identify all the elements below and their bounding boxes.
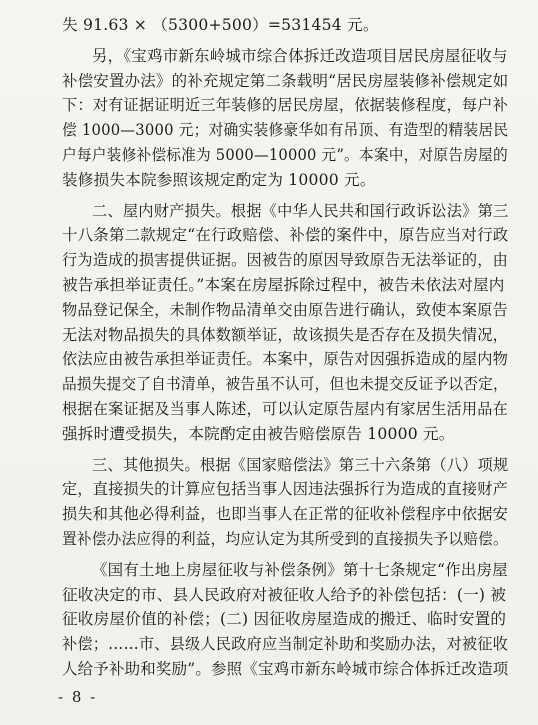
text-line: 定，直接损失的计算应包括当事人因违法强拆行为造成的直接财产: [62, 480, 509, 499]
text-line: 损失和其他必得利益，也即当事人在正常的征收补偿程序中依据安: [62, 505, 509, 524]
text-line: 失 91.63 × （5300+500）=531454 元。: [62, 16, 379, 34]
text-line: 置补偿办法应得的利益，均应认定为其所受到的直接损失予以赔偿。: [62, 530, 508, 548]
text-line: 户每户装修补偿标准为 5000—10000 元”。本案中，对原告房屋的: [62, 146, 508, 164]
text-line: 品损失提交了自书清单，被告虽不认可，但也未提交反证予以否定，: [62, 375, 508, 394]
text-line: 下：对有证据证明近三年装修的居民房屋，依据装修程度，每户补: [62, 96, 509, 115]
text-line: 强拆时遭受损失，本院酌定由被告赔偿原告 10000 元。: [62, 424, 455, 443]
text-line: 《国有土地上房屋征收与补偿条例》第十七条规定“作出房屋: [92, 560, 508, 579]
text-line: 征收房屋价值的补偿；(二) 因征收房屋造成的搬迁、临时安置的: [62, 610, 507, 629]
text-line: 另，《宝鸡市新东岭城市综合体拆迁改造项目居民房屋征收与: [92, 46, 508, 65]
text-line: 征收决定的市、县人民政府对被征收人给予的补偿包括：(一) 被: [62, 585, 507, 604]
text-line: 物品登记保全，未制作物品清单交由原告进行确认，致使本案原告: [62, 300, 509, 319]
page-number: - 8 -: [58, 688, 98, 706]
text-line: 补偿；……市、县级人民政府应当制定补助和奖励办法，对被征收: [62, 635, 509, 654]
text-line: 无法对物品损失的具体数额举证，故该损失是否存在及损失情况，: [62, 325, 509, 344]
text-line: 三、其他损失。根据《国家赔偿法》第三十六条第（八）项规: [92, 455, 509, 474]
text-line: 装修损失本院参照该规定酌定为 10000 元。: [62, 170, 376, 189]
text-line: 被告承担举证责任。”本案在房屋拆除过程中，被告未依法对屋内: [62, 276, 505, 294]
text-line: 偿 1000—3000 元；对确实装修豪华如有吊顶、有造型的精装居民: [62, 121, 509, 140]
text-line: 根据在案证据及当事人陈述，可以认定原告屋内有家居生活用品在: [62, 400, 509, 418]
text-line: 依法应由被告承担举证责任。本案中，原告对因强拆造成的屋内物: [62, 350, 509, 369]
text-line: 十八条第二款规定“在行政赔偿、补偿的案件中，原告应当对行政: [62, 226, 509, 245]
text-line: 行为造成的损害提供证据。因被告的原因导致原告无法举证的，由: [62, 251, 509, 270]
text-line: 人给予补助和奖励”。参照《宝鸡市新东岭城市综合体拆迁改造项: [62, 660, 509, 678]
text-line: 二、屋内财产损失。根据《中华人民共和国行政诉讼法》第三: [92, 201, 509, 220]
text-line: 补偿安置办法》的补充规定第二条载明“居民房屋装修补偿规定如: [62, 71, 509, 90]
